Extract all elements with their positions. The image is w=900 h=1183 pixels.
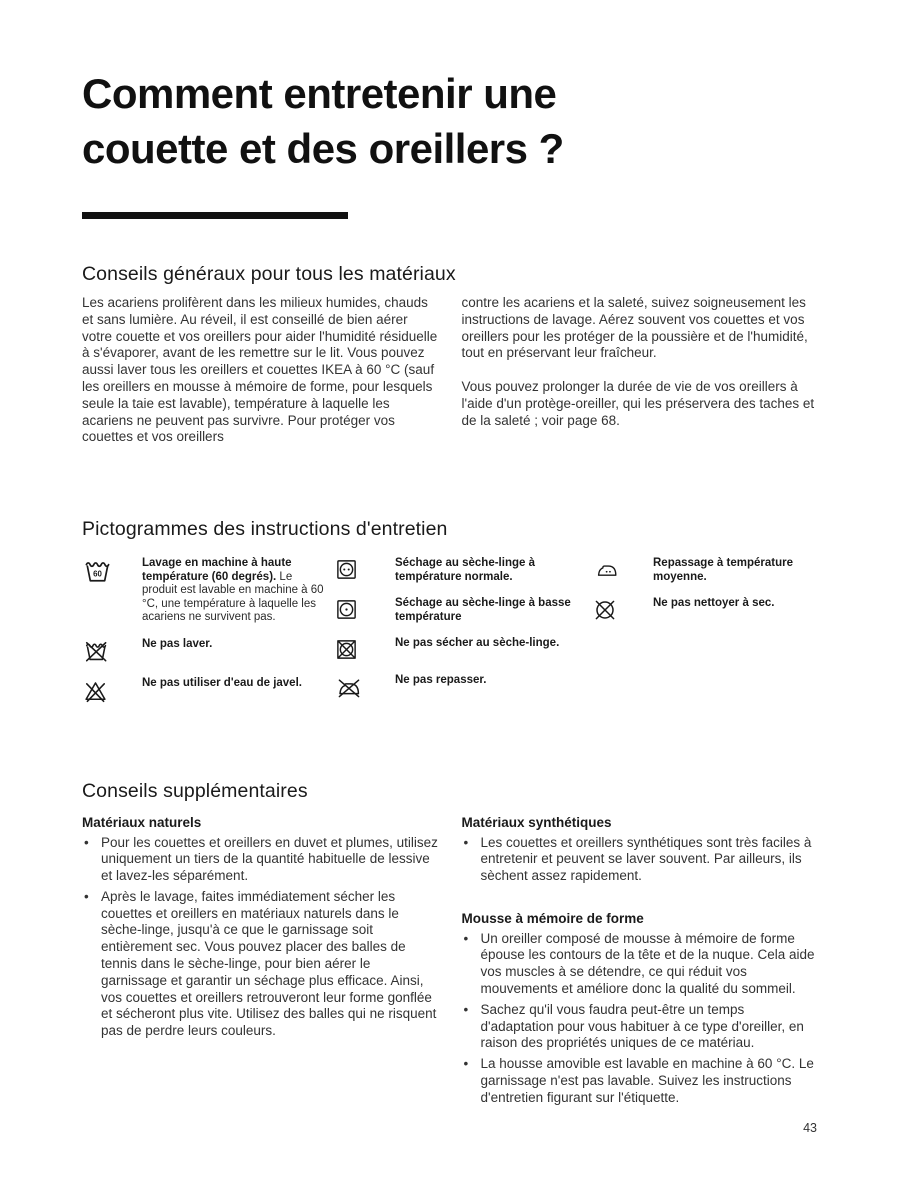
general-advice-paragraph: contre les acariens et la saleté, suivez soigneusement les instructions de lavage. Aérez souvent vos couettes et vos oreillers pour les protéger de la poussière et de l'humidité, tout en préservant leur fraîcheur. xyxy=(461,295,808,361)
pictogram-label: Ne pas sécher au sèche-linge. xyxy=(395,637,560,650)
list-item: • Pour les couettes et oreillers en duvet et plumes, utilisez uniquement un tiers de la quantité habituelle de lessive et lavez-les séparément. xyxy=(82,835,439,885)
section-care-pictograms xyxy=(82,518,818,716)
pictogram-row xyxy=(82,677,335,703)
pictograms-heading: Pictogrammes des instructions d'entretien xyxy=(82,518,448,541)
list-item: • Un oreiller composé de mousse à mémoire de forme épouse les contours de la tête et de la nuque. Cela aide vos muscles à se détendre, ce qui réduit vos mouvements et améliore donc la qualité du sommeil. xyxy=(462,931,819,998)
page-title-line2: couette et des oreillers ? xyxy=(82,125,564,173)
general-advice-paragraph: Vous pouvez prolonger la durée de vie de vos oreillers à l'aide d'un protège-oreiller, qui les préservera des taches et de la saleté ; voir page 68. xyxy=(461,379,815,428)
pictogram-row xyxy=(335,637,593,661)
list-item: • Sachez qu'il vous faudra peut-être un temps d'adaptation pour vous habituer à ce type d'oreiller, en raison des propriétés uniques de ce matériau. xyxy=(462,1002,819,1052)
pictogram-row xyxy=(335,597,593,624)
pictogram-row xyxy=(593,557,818,584)
natural-materials-heading: Matériaux naturels xyxy=(82,814,202,830)
tumble-dry-low-icon xyxy=(335,597,395,624)
pictogram-row xyxy=(82,557,335,625)
synthetic-materials-list xyxy=(462,835,819,885)
pictogram-label: Ne pas laver. xyxy=(142,637,213,650)
tumble-dry-normal-icon xyxy=(335,557,395,584)
general-advice-heading: Conseils généraux pour tous les matériaux xyxy=(82,263,456,286)
do-not-iron-icon xyxy=(335,674,395,699)
pictogram-row xyxy=(593,597,818,622)
pictogram-label: Ne pas repasser. xyxy=(395,674,487,687)
pictogram-label: Séchage au sèche-linge à température normale. xyxy=(395,557,535,583)
do-not-bleach-icon xyxy=(82,677,142,703)
page-title-line1: Comment entretenir une xyxy=(82,70,557,117)
tips-column-right xyxy=(462,815,819,1111)
page-number: 43 xyxy=(803,1121,817,1135)
pictogram-label: Ne pas nettoyer à sec. xyxy=(653,597,775,610)
memory-foam-list xyxy=(462,931,819,1107)
pictogram-row xyxy=(335,557,593,584)
do-not-dry-clean-icon xyxy=(593,597,653,622)
general-advice-column-left xyxy=(82,295,439,446)
pictogram-column-2 xyxy=(335,557,593,716)
general-advice-column-right xyxy=(462,295,819,446)
iron-medium-icon xyxy=(593,557,653,584)
pictogram-label: Séchage au sèche-linge à basse température xyxy=(395,597,571,623)
list-item: • Après le lavage, faites immédiatement sécher les couettes et oreillers en matériaux naturels dans le sèche-linge, jusqu'à ce que le garnissage soit entièrement sec. Vous pouvez placer des balles de tennis dans le sèche-linge, pour bien aérer le garnissage et garantir un séchage plus efficace. Ainsi, vos couettes et oreillers retrouveront leur forme gonflée et sécheront plus vite. Utilisez des balles qui ne risquent pas de perdre leurs couleurs. xyxy=(82,889,439,1040)
pictogram-label: Lavage en machine à haute température (60 degrés). Le produit est lavable en machine à 60 °C, une température à laquelle les acariens ne survivent pas. xyxy=(142,557,324,624)
tips-column-left xyxy=(82,815,439,1111)
pictogram-row xyxy=(335,674,593,699)
memory-foam-heading: Mousse à mémoire de forme xyxy=(461,910,644,926)
list-item: • La housse amovible est lavable en machine à 60 °C. Le garnissage n'est pas lavable. Suivez les instructions d'entretien figurant sur l'étiquette. xyxy=(462,1056,819,1106)
section-additional-tips xyxy=(82,780,818,1111)
general-advice-paragraph: Les acariens prolifèrent dans les milieux humides, chauds et sans lumière. Au réveil, il est conseillé de bien aérer votre couette et vos oreillers pour aider l'humidité résiduelle à s'évaporer, avant de les remettre sur le lit. Vous pouvez aussi laver tous les oreillers et couettes IKEA à 60 °C (sauf les oreillers en mousse à mémoire de forme, pour lesquels seule la taie est lavable), température à laquelle les acariens ne peuvent pas survivre. Pour protéger vos couettes et vos oreillers xyxy=(82,295,438,445)
pictogram-column-3 xyxy=(593,557,818,716)
machine-wash-60-icon xyxy=(82,557,142,625)
pictogram-label: Ne pas utiliser d'eau de javel. xyxy=(142,676,302,689)
natural-materials-list xyxy=(82,835,439,1041)
synthetic-materials-heading: Matériaux synthétiques xyxy=(461,814,612,830)
page-title xyxy=(82,66,818,176)
additional-tips-heading: Conseils supplémentaires xyxy=(82,779,308,802)
do-not-wash-icon xyxy=(82,638,142,664)
pictogram-row xyxy=(82,638,335,664)
do-not-tumble-dry-icon xyxy=(335,637,395,661)
pictogram-column-1 xyxy=(82,557,335,716)
title-divider xyxy=(82,212,348,219)
section-general-advice xyxy=(82,263,818,446)
svg-text:60: 60 xyxy=(93,569,102,579)
pictogram-label: Repassage à température moyenne. xyxy=(653,557,793,583)
list-item: • Les couettes et oreillers synthétiques sont très faciles à entretenir et peuvent se laver souvent. Par ailleurs, ils sèchent assez rapidement. xyxy=(462,835,819,885)
